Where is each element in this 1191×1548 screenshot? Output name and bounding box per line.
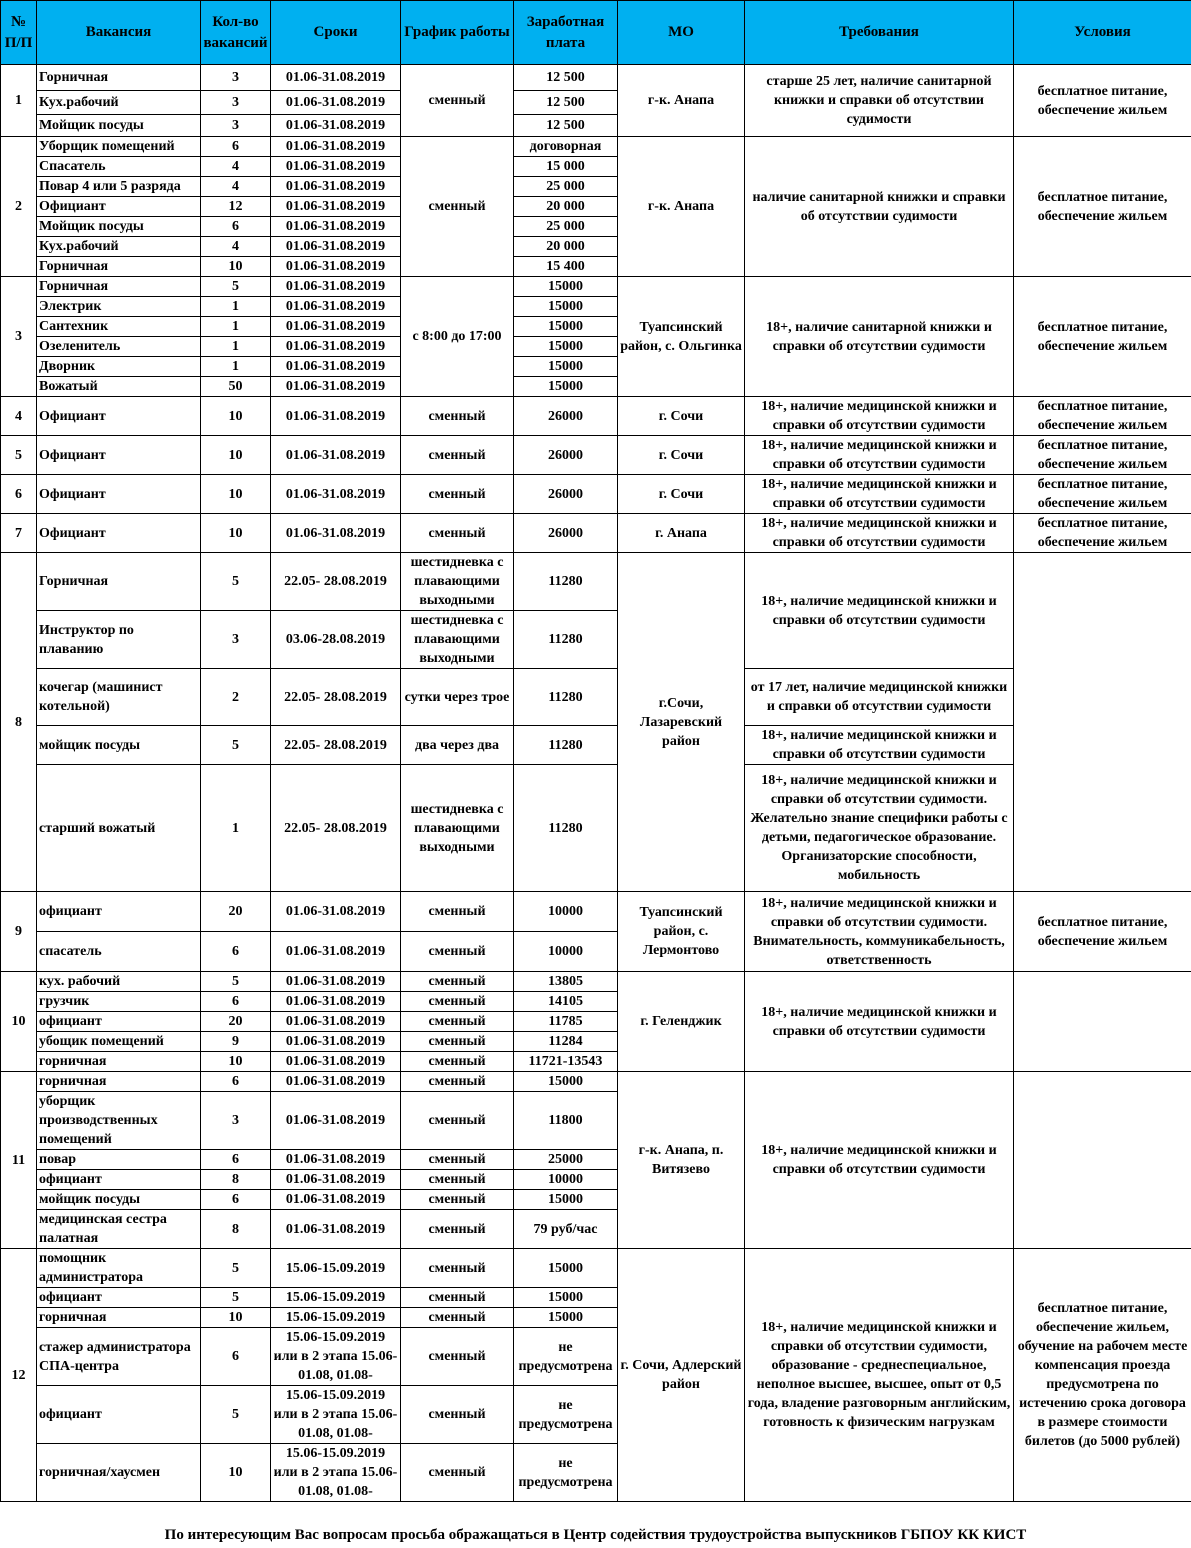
terms-cell: 01.06-31.08.2019 <box>271 514 401 553</box>
salary-cell: 26000 <box>514 397 618 436</box>
schedule-cell: сменный <box>401 1444 514 1502</box>
terms-cell: 22.05- 28.08.2019 <box>271 765 401 892</box>
vacancy-cell: Мойщик посуды <box>37 217 201 237</box>
table-row <box>1 514 1191 553</box>
terms-cell: 01.06-31.08.2019 <box>271 1170 401 1190</box>
requirements-cell: 18+, наличие медицинской книжки и справки об отсутствии судимости <box>745 397 1014 436</box>
conditions-cell: бесплатное питание, обеспечение жильем, обучение на рабочем месте компенсация проезда предусмотрена по истечению срока договора в размере стоимости билетов (до 5000 рублей) <box>1014 1249 1191 1502</box>
terms-cell: 22.05- 28.08.2019 <box>271 669 401 726</box>
vacancy-cell: Горничная <box>37 553 201 611</box>
schedule-cell: сменный <box>401 1150 514 1170</box>
schedule-cell: два через два <box>401 726 514 765</box>
schedule-cell: сменный <box>401 137 514 277</box>
salary-cell: 11280 <box>514 669 618 726</box>
count-cell: 3 <box>201 115 271 137</box>
schedule-cell: сменный <box>401 1052 514 1072</box>
vacancy-cell: Горничная <box>37 65 201 91</box>
count-cell: 20 <box>201 1012 271 1032</box>
table-row <box>1 397 1191 436</box>
vacancy-cell: официант <box>37 1386 201 1444</box>
row-number: 5 <box>1 436 37 475</box>
count-cell: 10 <box>201 514 271 553</box>
table-body <box>1 65 1191 1546</box>
schedule-cell: шестидневка с плавающими выходными <box>401 611 514 669</box>
row-number: 7 <box>1 514 37 553</box>
requirements-cell: наличие санитарной книжки и справки об отсутствии судимости <box>745 137 1014 277</box>
salary-cell: договорная <box>514 137 618 157</box>
requirements-cell: 18+, наличие медицинской книжки и справки об отсутствии судимости, образование - среднеспециальное, неполное высшее, высшее, опыт от 0,5 года, владение разговорным английским, готовность к физическим нагрузкам <box>745 1249 1014 1502</box>
terms-cell: 01.06-31.08.2019 <box>271 1150 401 1170</box>
salary-cell: 12 500 <box>514 65 618 91</box>
terms-cell: 01.06-31.08.2019 <box>271 297 401 317</box>
terms-cell: 01.06-31.08.2019 <box>271 177 401 197</box>
terms-cell: 01.06-31.08.2019 <box>271 137 401 157</box>
vacancy-cell: стажер администратора СПА-центра <box>37 1328 201 1386</box>
vacancy-cell: мойщик посуды <box>37 1190 201 1210</box>
schedule-cell: шестидневка с плавающими выходными <box>401 765 514 892</box>
conditions-cell <box>1014 553 1191 892</box>
table-row <box>1 436 1191 475</box>
mo-cell: г. Сочи <box>618 436 745 475</box>
header-vacancy: Вакансия <box>37 1 201 65</box>
vacancy-cell: Официант <box>37 436 201 475</box>
row-number: 1 <box>1 65 37 137</box>
requirements-cell: 18+, наличие медицинской книжки и справки об отсутствии судимости. Желательно знание специфики работы с детьми, педагогическое образование. Организаторские способности, мобильность <box>745 765 1014 892</box>
schedule-cell: сменный <box>401 932 514 972</box>
vacancy-cell: Сантехник <box>37 317 201 337</box>
count-cell: 6 <box>201 137 271 157</box>
vacancy-cell: грузчик <box>37 992 201 1012</box>
count-cell: 1 <box>201 337 271 357</box>
header-conditions: Условия <box>1014 1 1191 65</box>
vacancy-cell: уборщик производственных помещений <box>37 1092 201 1150</box>
conditions-cell: бесплатное питание, обеспечение жильем <box>1014 397 1191 436</box>
terms-cell: 01.06-31.08.2019 <box>271 1012 401 1032</box>
schedule-cell: сутки через трое <box>401 669 514 726</box>
count-cell: 5 <box>201 553 271 611</box>
schedule-cell: сменный <box>401 1288 514 1308</box>
salary-cell: 11785 <box>514 1012 618 1032</box>
requirements-cell: 18+, наличие медицинской книжки и справки об отсутствии судимости <box>745 972 1014 1072</box>
terms-cell: 01.06-31.08.2019 <box>271 1032 401 1052</box>
count-cell: 5 <box>201 1249 271 1288</box>
schedule-cell: сменный <box>401 1190 514 1210</box>
terms-cell: 03.06-28.08.2019 <box>271 611 401 669</box>
requirements-cell: 18+, наличие медицинской книжки и справки об отсутствии судимости <box>745 553 1014 669</box>
count-cell: 20 <box>201 892 271 932</box>
salary-cell: 20 000 <box>514 237 618 257</box>
schedule-cell: сменный <box>401 1328 514 1386</box>
vacancy-cell: Вожатый <box>37 377 201 397</box>
row-number: 10 <box>1 972 37 1072</box>
salary-cell: 15000 <box>514 1249 618 1288</box>
mo-cell: г. Сочи <box>618 475 745 514</box>
header-requirements: Требования <box>745 1 1014 65</box>
table-row <box>1 1249 1191 1288</box>
count-cell: 6 <box>201 992 271 1012</box>
vacancy-cell: горничная/хаусмен <box>37 1444 201 1502</box>
vacancy-cell: Спасатель <box>37 157 201 177</box>
vacancy-cell: официант <box>37 892 201 932</box>
header-num: № П/П <box>1 1 37 65</box>
vacancy-cell: Электрик <box>37 297 201 317</box>
terms-cell: 01.06-31.08.2019 <box>271 992 401 1012</box>
count-cell: 1 <box>201 317 271 337</box>
requirements-cell: старше 25 лет, наличие санитарной книжки и справки об отсутствии судимости <box>745 65 1014 137</box>
count-cell: 10 <box>201 436 271 475</box>
terms-cell: 01.06-31.08.2019 <box>271 337 401 357</box>
salary-cell: не предусмотрена <box>514 1328 618 1386</box>
terms-cell: 01.06-31.08.2019 <box>271 932 401 972</box>
terms-cell: 01.06-31.08.2019 <box>271 91 401 115</box>
salary-cell: 15000 <box>514 377 618 397</box>
terms-cell: 01.06-31.08.2019 <box>271 436 401 475</box>
vacancy-cell: кух. рабочий <box>37 972 201 992</box>
salary-cell: 11721-13543 <box>514 1052 618 1072</box>
salary-cell: 15000 <box>514 1308 618 1328</box>
vacancy-cell: старший вожатый <box>37 765 201 892</box>
salary-cell: 25000 <box>514 1150 618 1170</box>
salary-cell: 15000 <box>514 1072 618 1092</box>
vacancy-cell: официант <box>37 1170 201 1190</box>
count-cell: 10 <box>201 1308 271 1328</box>
salary-cell: 10000 <box>514 1170 618 1190</box>
terms-cell: 15.06-15.09.2019 <box>271 1249 401 1288</box>
terms-cell: 01.06-31.08.2019 <box>271 377 401 397</box>
count-cell: 5 <box>201 277 271 297</box>
terms-cell: 01.06-31.08.2019 <box>271 475 401 514</box>
terms-cell: 01.06-31.08.2019 <box>271 237 401 257</box>
count-cell: 1 <box>201 765 271 892</box>
count-cell: 3 <box>201 65 271 91</box>
mo-cell: г.Сочи, Лазаревский район <box>618 553 745 892</box>
salary-cell: 26000 <box>514 436 618 475</box>
count-cell: 6 <box>201 1150 271 1170</box>
row-number: 3 <box>1 277 37 397</box>
table-row <box>1 65 1191 91</box>
table-row <box>1 475 1191 514</box>
vacancy-cell: Официант <box>37 397 201 436</box>
vacancy-cell: Горничная <box>37 257 201 277</box>
vacancy-cell: горничная <box>37 1052 201 1072</box>
vacancy-cell: кочегар (машинист котельной) <box>37 669 201 726</box>
schedule-cell: сменный <box>401 1012 514 1032</box>
table-row <box>1 726 1191 765</box>
terms-cell: 01.06-31.08.2019 <box>271 197 401 217</box>
vacancy-cell: помощник администратора <box>37 1249 201 1288</box>
schedule-cell: сменный <box>401 1249 514 1288</box>
mo-cell: г. Анапа <box>618 514 745 553</box>
salary-cell: 15000 <box>514 1288 618 1308</box>
salary-cell: 11280 <box>514 765 618 892</box>
terms-cell: 01.06-31.08.2019 <box>271 217 401 237</box>
schedule-cell: сменный <box>401 1210 514 1249</box>
count-cell: 50 <box>201 377 271 397</box>
vacancy-cell: Инструктор по плаванию <box>37 611 201 669</box>
count-cell: 10 <box>201 397 271 436</box>
footer-note: По интересующим Вас вопросам просьба ображащаться в Центр содействия трудоустройства выпускников ГБПОУ КК КИСТ <box>164 1527 1027 1543</box>
vacancy-cell: горничная <box>37 1072 201 1092</box>
conditions-cell: бесплатное питание, обеспечение жильем <box>1014 436 1191 475</box>
requirements-cell: 18+, наличие медицинской книжки и справки об отсутствии судимости. Внимательность, коммуникабельность, ответственность <box>745 892 1014 972</box>
salary-cell: 11280 <box>514 553 618 611</box>
count-cell: 8 <box>201 1210 271 1249</box>
count-cell: 10 <box>201 475 271 514</box>
terms-cell: 01.06-31.08.2019 <box>271 1092 401 1150</box>
row-number: 4 <box>1 397 37 436</box>
count-cell: 8 <box>201 1170 271 1190</box>
salary-cell: 15000 <box>514 297 618 317</box>
vacancy-cell: Уборщик помещений <box>37 137 201 157</box>
count-cell: 1 <box>201 297 271 317</box>
vacancy-cell: Повар 4 или 5 разряда <box>37 177 201 197</box>
requirements-cell: 18+, наличие медицинской книжки и справки об отсутствии судимости <box>745 475 1014 514</box>
row-number: 11 <box>1 1072 37 1249</box>
schedule-cell: сменный <box>401 1386 514 1444</box>
conditions-cell: бесплатное питание, обеспечение жильем <box>1014 892 1191 972</box>
salary-cell: 15000 <box>514 317 618 337</box>
terms-cell: 01.06-31.08.2019 <box>271 65 401 91</box>
salary-cell: 13805 <box>514 972 618 992</box>
terms-cell: 15.06-15.09.2019 или в 2 этапа 15.06-01.08, 01.08- <box>271 1386 401 1444</box>
salary-cell: 15000 <box>514 277 618 297</box>
schedule-cell: шестидневка с плавающими выходными <box>401 553 514 611</box>
requirements-cell: 18+, наличие медицинской книжки и справки об отсутствии судимости <box>745 514 1014 553</box>
conditions-cell: бесплатное питание, обеспечение жильем <box>1014 65 1191 137</box>
vacancy-cell: мойщик посуды <box>37 726 201 765</box>
header-mo: МО <box>618 1 745 65</box>
count-cell: 3 <box>201 1092 271 1150</box>
salary-cell: не предусмотрена <box>514 1444 618 1502</box>
salary-cell: 12 500 <box>514 91 618 115</box>
row-number: 6 <box>1 475 37 514</box>
mo-cell: г. Сочи <box>618 397 745 436</box>
conditions-cell: бесплатное питание, обеспечение жильем <box>1014 475 1191 514</box>
table-row <box>1 669 1191 726</box>
count-cell: 5 <box>201 1386 271 1444</box>
table-row <box>1 972 1191 992</box>
count-cell: 6 <box>201 1072 271 1092</box>
terms-cell: 01.06-31.08.2019 <box>271 157 401 177</box>
table-row <box>1 892 1191 932</box>
requirements-cell: 18+, наличие медицинской книжки и справки об отсутствии судимости <box>745 726 1014 765</box>
salary-cell: 11284 <box>514 1032 618 1052</box>
vacancy-cell: убощик помещений <box>37 1032 201 1052</box>
salary-cell: 15 000 <box>514 157 618 177</box>
salary-cell: 11280 <box>514 611 618 669</box>
terms-cell: 22.05- 28.08.2019 <box>271 553 401 611</box>
terms-cell: 01.06-31.08.2019 <box>271 317 401 337</box>
terms-cell: 01.06-31.08.2019 <box>271 257 401 277</box>
schedule-cell: сменный <box>401 436 514 475</box>
schedule-cell: сменный <box>401 1032 514 1052</box>
terms-cell: 01.06-31.08.2019 <box>271 1210 401 1249</box>
salary-cell: 11280 <box>514 726 618 765</box>
count-cell: 4 <box>201 237 271 257</box>
vacancy-cell: Официант <box>37 475 201 514</box>
requirements-cell: от 17 лет, наличие медицинской книжки и справки об отсутствии судимости <box>745 669 1014 726</box>
terms-cell: 01.06-31.08.2019 <box>271 972 401 992</box>
salary-cell: 14105 <box>514 992 618 1012</box>
salary-cell: 15000 <box>514 337 618 357</box>
terms-cell: 15.06-15.09.2019 <box>271 1288 401 1308</box>
salary-cell: 15000 <box>514 357 618 377</box>
conditions-cell: бесплатное питание, обеспечение жильем <box>1014 137 1191 277</box>
count-cell: 3 <box>201 91 271 115</box>
salary-cell: 15000 <box>514 1190 618 1210</box>
vacancy-cell: повар <box>37 1150 201 1170</box>
vacancy-cell: официант <box>37 1288 201 1308</box>
salary-cell: 20 000 <box>514 197 618 217</box>
schedule-cell: сменный <box>401 397 514 436</box>
schedule-cell: сменный <box>401 1308 514 1328</box>
vacancy-cell: горничная <box>37 1308 201 1328</box>
terms-cell: 01.06-31.08.2019 <box>271 115 401 137</box>
vacancy-cell: Дворник <box>37 357 201 377</box>
vacancy-cell: официант <box>37 1012 201 1032</box>
terms-cell: 01.06-31.08.2019 <box>271 1072 401 1092</box>
schedule-cell: сменный <box>401 992 514 1012</box>
salary-cell: 10000 <box>514 932 618 972</box>
count-cell: 9 <box>201 1032 271 1052</box>
count-cell: 6 <box>201 1190 271 1210</box>
count-cell: 2 <box>201 669 271 726</box>
row-number: 2 <box>1 137 37 277</box>
requirements-cell: 18+, наличие медицинской книжки и справки об отсутствии судимости <box>745 436 1014 475</box>
vacancy-cell: спасатель <box>37 932 201 972</box>
table-header-row <box>1 1 1191 65</box>
terms-cell: 01.06-31.08.2019 <box>271 397 401 436</box>
row-number: 9 <box>1 892 37 972</box>
count-cell: 5 <box>201 1288 271 1308</box>
schedule-cell: сменный <box>401 972 514 992</box>
count-cell: 10 <box>201 257 271 277</box>
row-number: 12 <box>1 1249 37 1502</box>
count-cell: 1 <box>201 357 271 377</box>
salary-cell: 15 400 <box>514 257 618 277</box>
conditions-cell <box>1014 972 1191 1072</box>
terms-cell: 22.05- 28.08.2019 <box>271 726 401 765</box>
schedule-cell: сменный <box>401 65 514 137</box>
mo-cell: г-к. Анапа <box>618 137 745 277</box>
terms-cell: 15.06-15.09.2019 <box>271 1308 401 1328</box>
requirements-cell: 18+, наличие санитарной книжки и справки об отсутствии судимости <box>745 277 1014 397</box>
conditions-cell: бесплатное питание, обеспечение жильем <box>1014 277 1191 397</box>
count-cell: 5 <box>201 726 271 765</box>
table-row <box>1 553 1191 611</box>
salary-cell: 25 000 <box>514 177 618 197</box>
count-cell: 4 <box>201 177 271 197</box>
count-cell: 3 <box>201 611 271 669</box>
count-cell: 6 <box>201 1328 271 1386</box>
salary-cell: 26000 <box>514 514 618 553</box>
header-count: Кол-во вакансий <box>201 1 271 65</box>
row-number: 8 <box>1 553 37 892</box>
requirements-cell: 18+, наличие медицинской книжки и справки об отсутствии судимости <box>745 1072 1014 1249</box>
count-cell: 6 <box>201 217 271 237</box>
count-cell: 4 <box>201 157 271 177</box>
terms-cell: 01.06-31.08.2019 <box>271 1052 401 1072</box>
vacancy-cell: Официант <box>37 514 201 553</box>
mo-cell: г-к. Анапа <box>618 65 745 137</box>
vacancy-cell: Кух.рабочий <box>37 91 201 115</box>
salary-cell: 10000 <box>514 892 618 932</box>
salary-cell: не предусмотрена <box>514 1386 618 1444</box>
vacancy-cell: Официант <box>37 197 201 217</box>
count-cell: 10 <box>201 1052 271 1072</box>
vacancy-cell: Горничная <box>37 277 201 297</box>
schedule-cell: сменный <box>401 1170 514 1190</box>
count-cell: 10 <box>201 1444 271 1502</box>
schedule-cell: сменный <box>401 514 514 553</box>
table-row <box>1 765 1191 892</box>
header-schedule: График работы <box>401 1 514 65</box>
header-terms: Сроки <box>271 1 401 65</box>
count-cell: 6 <box>201 932 271 972</box>
mo-cell: г. Геленджик <box>618 972 745 1072</box>
header-salary: Заработная плата <box>514 1 618 65</box>
salary-cell: 26000 <box>514 475 618 514</box>
vacancy-cell: Кух.рабочий <box>37 237 201 257</box>
vacancy-cell: медицинская сестра палатная <box>37 1210 201 1249</box>
terms-cell: 01.06-31.08.2019 <box>271 892 401 932</box>
schedule-cell: сменный <box>401 892 514 932</box>
mo-cell: г. Сочи, Адлерский район <box>618 1249 745 1502</box>
schedule-cell: сменный <box>401 475 514 514</box>
vacancy-cell: Озеленитель <box>37 337 201 357</box>
salary-cell: 25 000 <box>514 217 618 237</box>
terms-cell: 01.06-31.08.2019 <box>271 1190 401 1210</box>
salary-cell: 11800 <box>514 1092 618 1150</box>
terms-cell: 15.06-15.09.2019 или в 2 этапа 15.06-01.08, 01.08- <box>271 1328 401 1386</box>
schedule-cell: сменный <box>401 1072 514 1092</box>
terms-cell: 15.06-15.09.2019 или в 2 этапа 15.06-01.08, 01.08- <box>271 1444 401 1502</box>
count-cell: 5 <box>201 972 271 992</box>
mo-cell: Туапсинский район, с. Лермонтово <box>618 892 745 972</box>
terms-cell: 01.06-31.08.2019 <box>271 277 401 297</box>
salary-cell: 12 500 <box>514 115 618 137</box>
count-cell: 12 <box>201 197 271 217</box>
salary-cell: 79 руб/час <box>514 1210 618 1249</box>
conditions-cell: бесплатное питание, обеспечение жильем <box>1014 514 1191 553</box>
schedule-cell: сменный <box>401 1092 514 1150</box>
conditions-cell <box>1014 1072 1191 1249</box>
table-row <box>1 137 1191 157</box>
vacancy-cell: Мойщик посуды <box>37 115 201 137</box>
mo-cell: г-к. Анапа, п. Витязево <box>618 1072 745 1249</box>
mo-cell: Туапсинский район, с. Ольгинка <box>618 277 745 397</box>
table-row <box>1 277 1191 297</box>
terms-cell: 01.06-31.08.2019 <box>271 357 401 377</box>
schedule-cell: с 8:00 до 17:00 <box>401 277 514 397</box>
table-row <box>1 1072 1191 1092</box>
